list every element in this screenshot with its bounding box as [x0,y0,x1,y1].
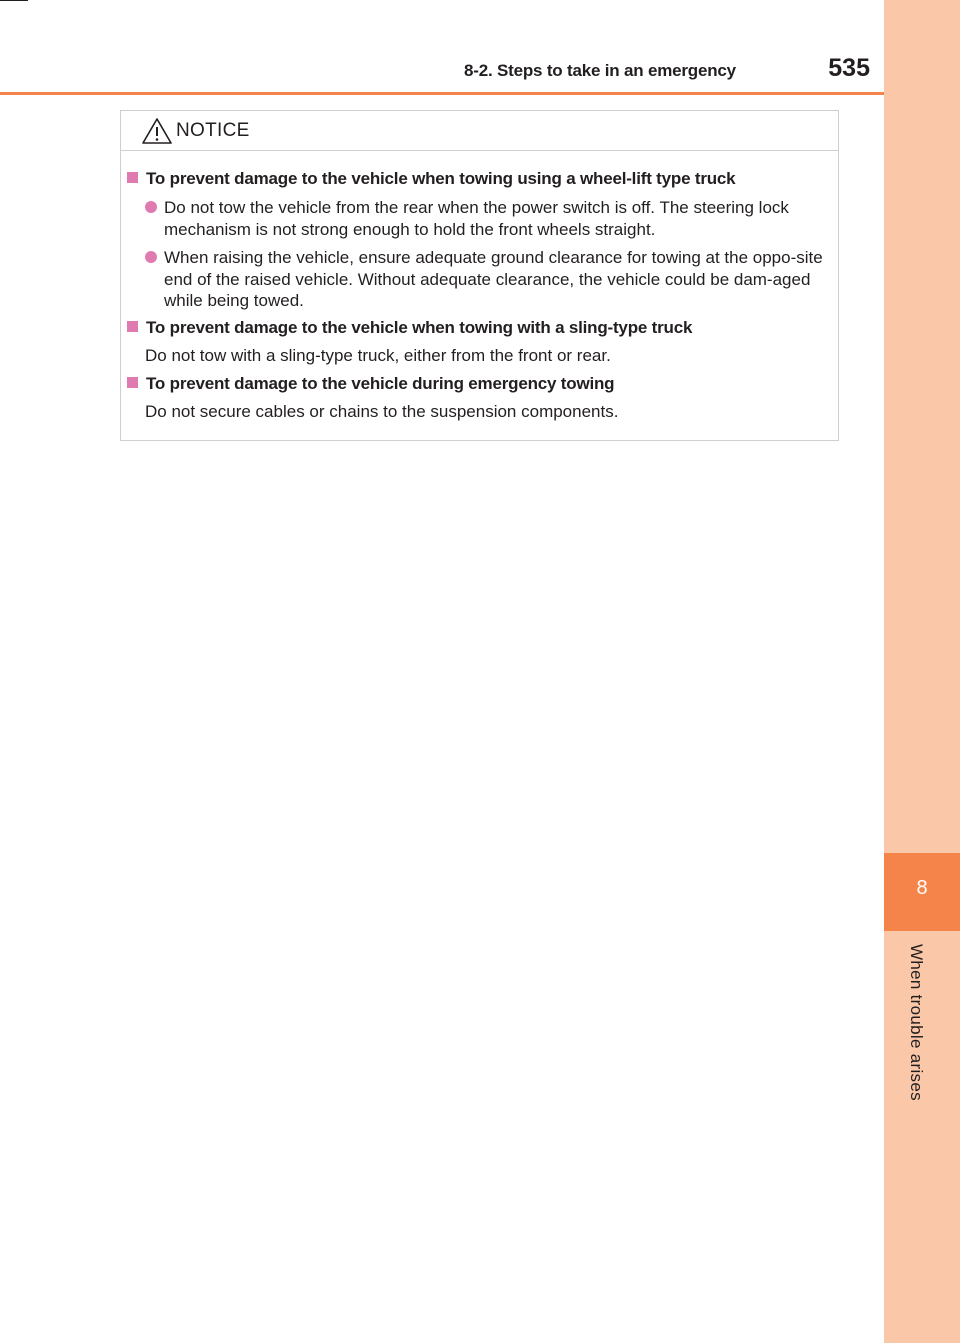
notice-heading: To prevent damage to the vehicle during emergency towing [127,374,614,394]
page-number: 535 [828,54,870,82]
header-divider [0,92,884,95]
chapter-title: When trouble arises [907,944,926,1101]
notice-label: NOTICE [176,120,250,141]
warning-triangle-icon [141,117,173,145]
notice-body-text: Do not tow with a sling-type truck, either from the front or rear. [145,346,611,365]
notice-heading: To prevent damage to the vehicle when towing using a wheel-lift type truck [127,169,735,189]
square-bullet-icon [127,321,138,332]
round-bullet-icon [145,251,157,263]
notice-body-text: Do not secure cables or chains to the suspension components. [145,402,619,421]
notice-heading: To prevent damage to the vehicle when towing with a sling-type truck [127,318,692,338]
bullet-item: When raising the vehicle, ensure adequate ground clearance for towing at the oppo-site end of the raised vehicle. Without adequate clearance, the vehicle could be dam-aged while being towed. [145,247,831,312]
section-title: 8-2. Steps to take in an emergency [464,61,736,80]
square-bullet-icon [127,377,138,388]
notice-box [120,110,839,441]
chapter-number: 8 [884,853,960,931]
square-bullet-icon [127,172,138,183]
notice-header [121,111,838,151]
bullet-item: Do not tow the vehicle from the rear when the power switch is off. The steering lock mechanism is not strong enough to hold the front wheels straight. [145,197,831,240]
round-bullet-icon [145,201,157,213]
page-header [0,0,884,96]
chapter-side-tab [884,0,960,1343]
